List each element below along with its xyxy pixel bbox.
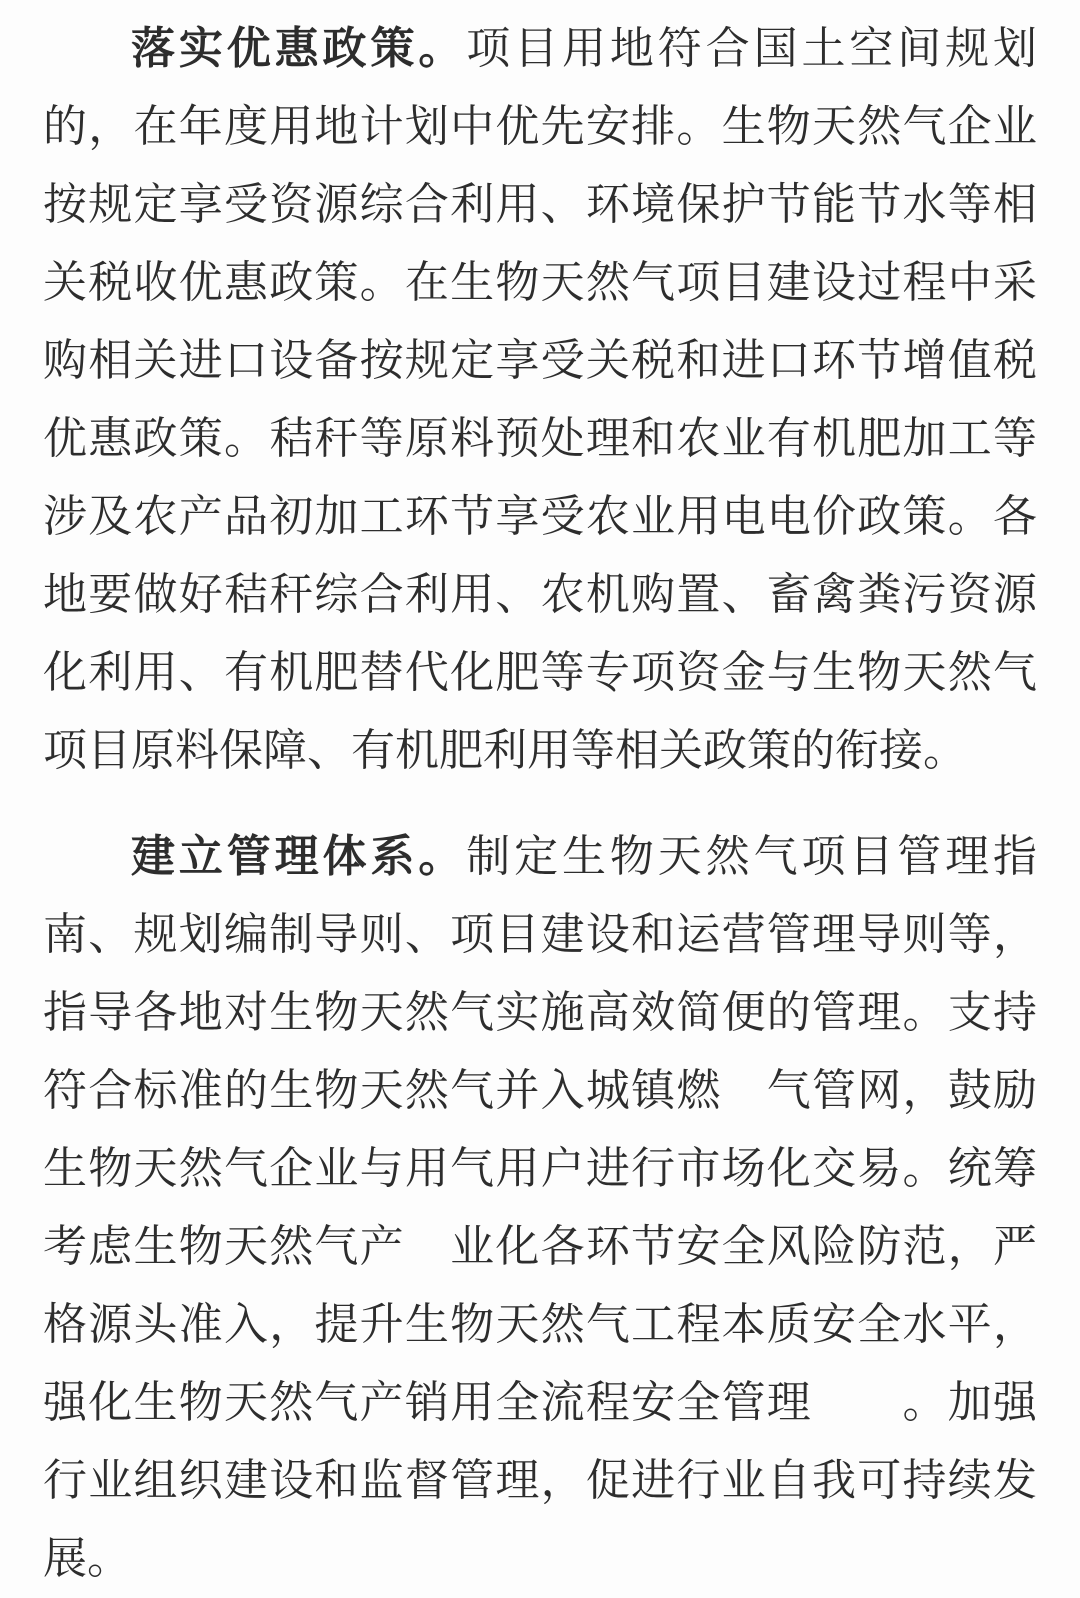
text-line: 地要做好秸秆综合利用、农机购置、畜禽粪污资源 [43, 570, 1037, 619]
text-line: 化利用、有机肥替代化肥等专项资金与生物天然气 [43, 648, 1037, 697]
paragraph-heading: 建立管理体系。 [131, 832, 467, 881]
text-line: 涉及农产品初加工环节享受农业用电电价政策。各 [43, 492, 1037, 541]
text-line: 购相关进口设备按规定享受关税和进口环节增值税 [43, 336, 1037, 385]
text-line: 行业组织建设和监督管理，促进行业自我可持续发 [43, 1456, 1037, 1505]
text-line: 按规定享受资源综合利用、环境保护节能节水等相 [43, 180, 1037, 229]
paragraph-management-system [43, 818, 1037, 1598]
text-line: 生物天然气企业与用气用户进行市场化交易。统筹 [43, 1144, 1037, 1193]
text-line [43, 10, 1037, 88]
text-line: 强化生物天然气产销用全流程安全管理 。加强 [43, 1378, 1037, 1427]
text-line: 优惠政策。秸秆等原料预处理和农业有机肥加工等 [43, 414, 1037, 463]
text-line: 考虑生物天然气产 业化各环节安全风险防范，严 [43, 1222, 1037, 1271]
text-line: 的，在年度用地计划中优先安排。生物天然气企业 [43, 102, 1037, 151]
text-run: 制定生物天然气项目管理指 [466, 832, 1038, 881]
paragraph-heading: 落实优惠政策。 [131, 24, 467, 73]
text-line: 关税收优惠政策。在生物天然气项目建设过程中采 [43, 258, 1037, 307]
text-line: 格源头准入，提升生物天然气工程本质安全水平， [43, 1300, 1037, 1349]
text-line [43, 818, 1037, 896]
text-line: 南、规划编制导则、项目建设和运营管理导则等， [43, 910, 1037, 959]
text-run: 项目用地符合国土空间规划 [466, 24, 1038, 73]
text-line: 符合标准的生物天然气并入城镇燃 气管网，鼓励 [43, 1066, 1037, 1115]
text-line: 展。 [43, 1534, 131, 1583]
text-line: 指导各地对生物天然气实施高效简便的管理。支持 [43, 988, 1037, 1037]
paragraph-preferential-policies [43, 10, 1037, 790]
text-line: 项目原料保障、有机肥利用等相关政策的衔接。 [43, 726, 967, 775]
